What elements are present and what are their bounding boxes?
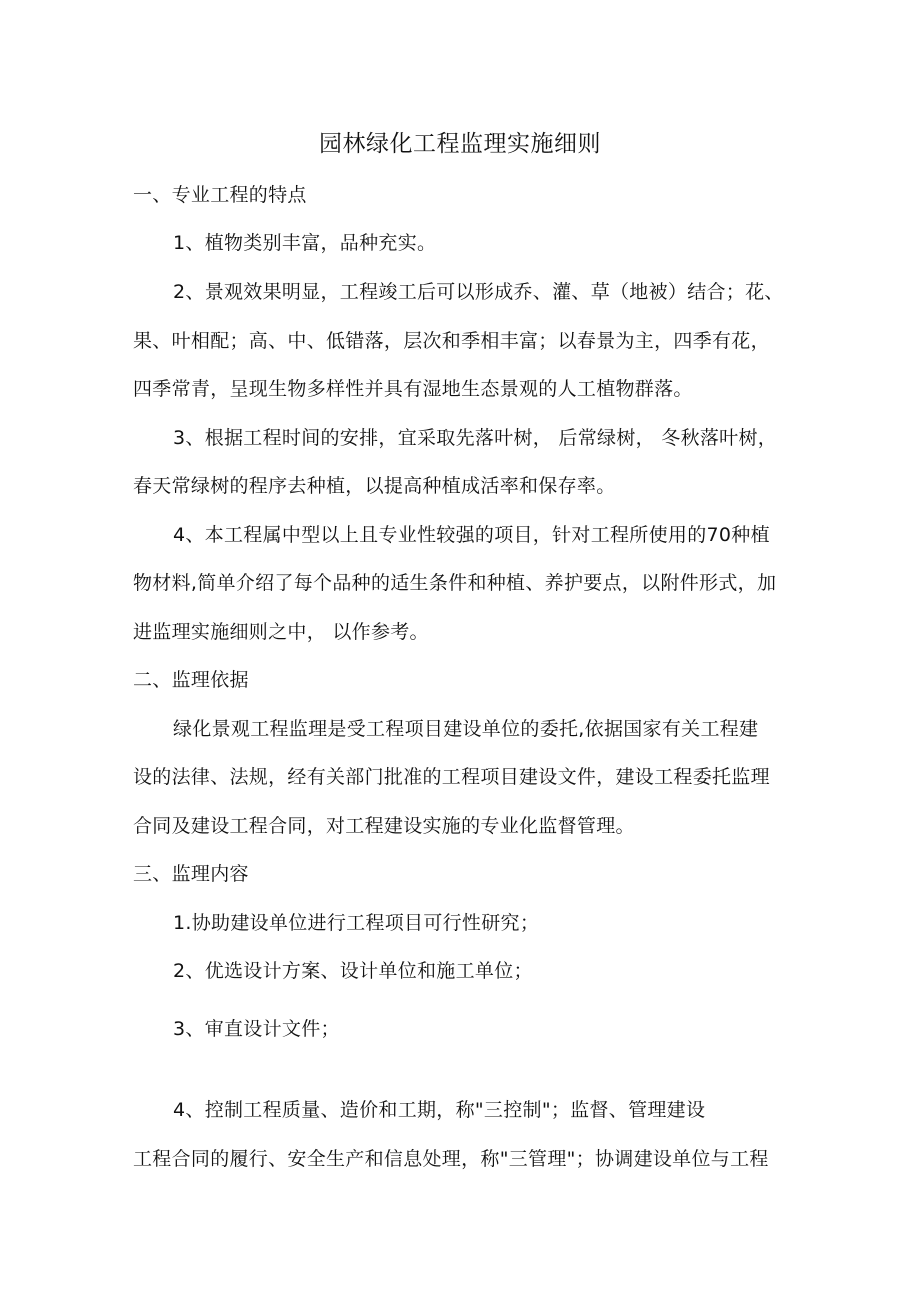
paragraph-line: 物材料,简单介绍了每个品种的适生条件和种植、养护要点，以附件形式，加	[133, 572, 777, 594]
paragraph-line: 进监理实施细则之中， 以作参考。	[133, 621, 429, 643]
paragraph-line: 3、根据工程时间的安排，宜采取先落叶树， 后常绿树， 冬秋落叶树，	[173, 427, 778, 449]
paragraph-line: 2、优选设计方案、设计单位和施工单位；	[173, 960, 533, 982]
section-heading-characteristics: 一、专业工程的特点	[133, 184, 307, 206]
section-heading-basis: 二、监理依据	[133, 669, 249, 691]
paragraph-line: 春天常绿树的程序去种植，以提高种植成活率和保存率。	[133, 475, 616, 497]
paragraph-line: 2、景观效果明显，工程竣工后可以形成乔、灌、草（地被）结合；花、	[173, 281, 784, 303]
paragraph-line: 4、控制工程质量、造价和工期，称"三控制"；监督、管理建设	[173, 1099, 706, 1121]
paragraph-line: 1.协助建设单位进行工程项目可行性研究；	[173, 912, 540, 934]
paragraph-line: 合同及建设工程合同，对工程建设实施的专业化监督管理。	[133, 815, 635, 837]
paragraph-line: 1、植物类别丰富，品种充实。	[173, 232, 437, 254]
document-title: 园林绿化工程监理实施细则	[319, 131, 601, 157]
paragraph-line: 设的法律、法规，经有关部门批准的工程项目建设文件，建设工程委托监理	[133, 766, 770, 788]
paragraph-line: 四季常青，呈现生物多样性并具有湿地生态景观的人工植物群落。	[133, 378, 693, 400]
paragraph-line: 果、叶相配；高、中、低错落，层次和季相丰富；以春景为主，四季有花，	[133, 330, 770, 352]
paragraph-line: 绿化景观工程监理是受工程项目建设单位的委托,依据国家有关工程建	[173, 718, 759, 740]
paragraph-line: 3、审直设计文件；	[173, 1018, 340, 1040]
paragraph-line: 4、本工程属中型以上且专业性较强的项目，针对工程所使用的70种植	[173, 524, 770, 546]
paragraph-line: 工程合同的履行、安全生产和信息处理，称"三管理"；协调建设单位与工程	[133, 1148, 769, 1170]
section-heading-content: 三、监理内容	[133, 863, 249, 885]
